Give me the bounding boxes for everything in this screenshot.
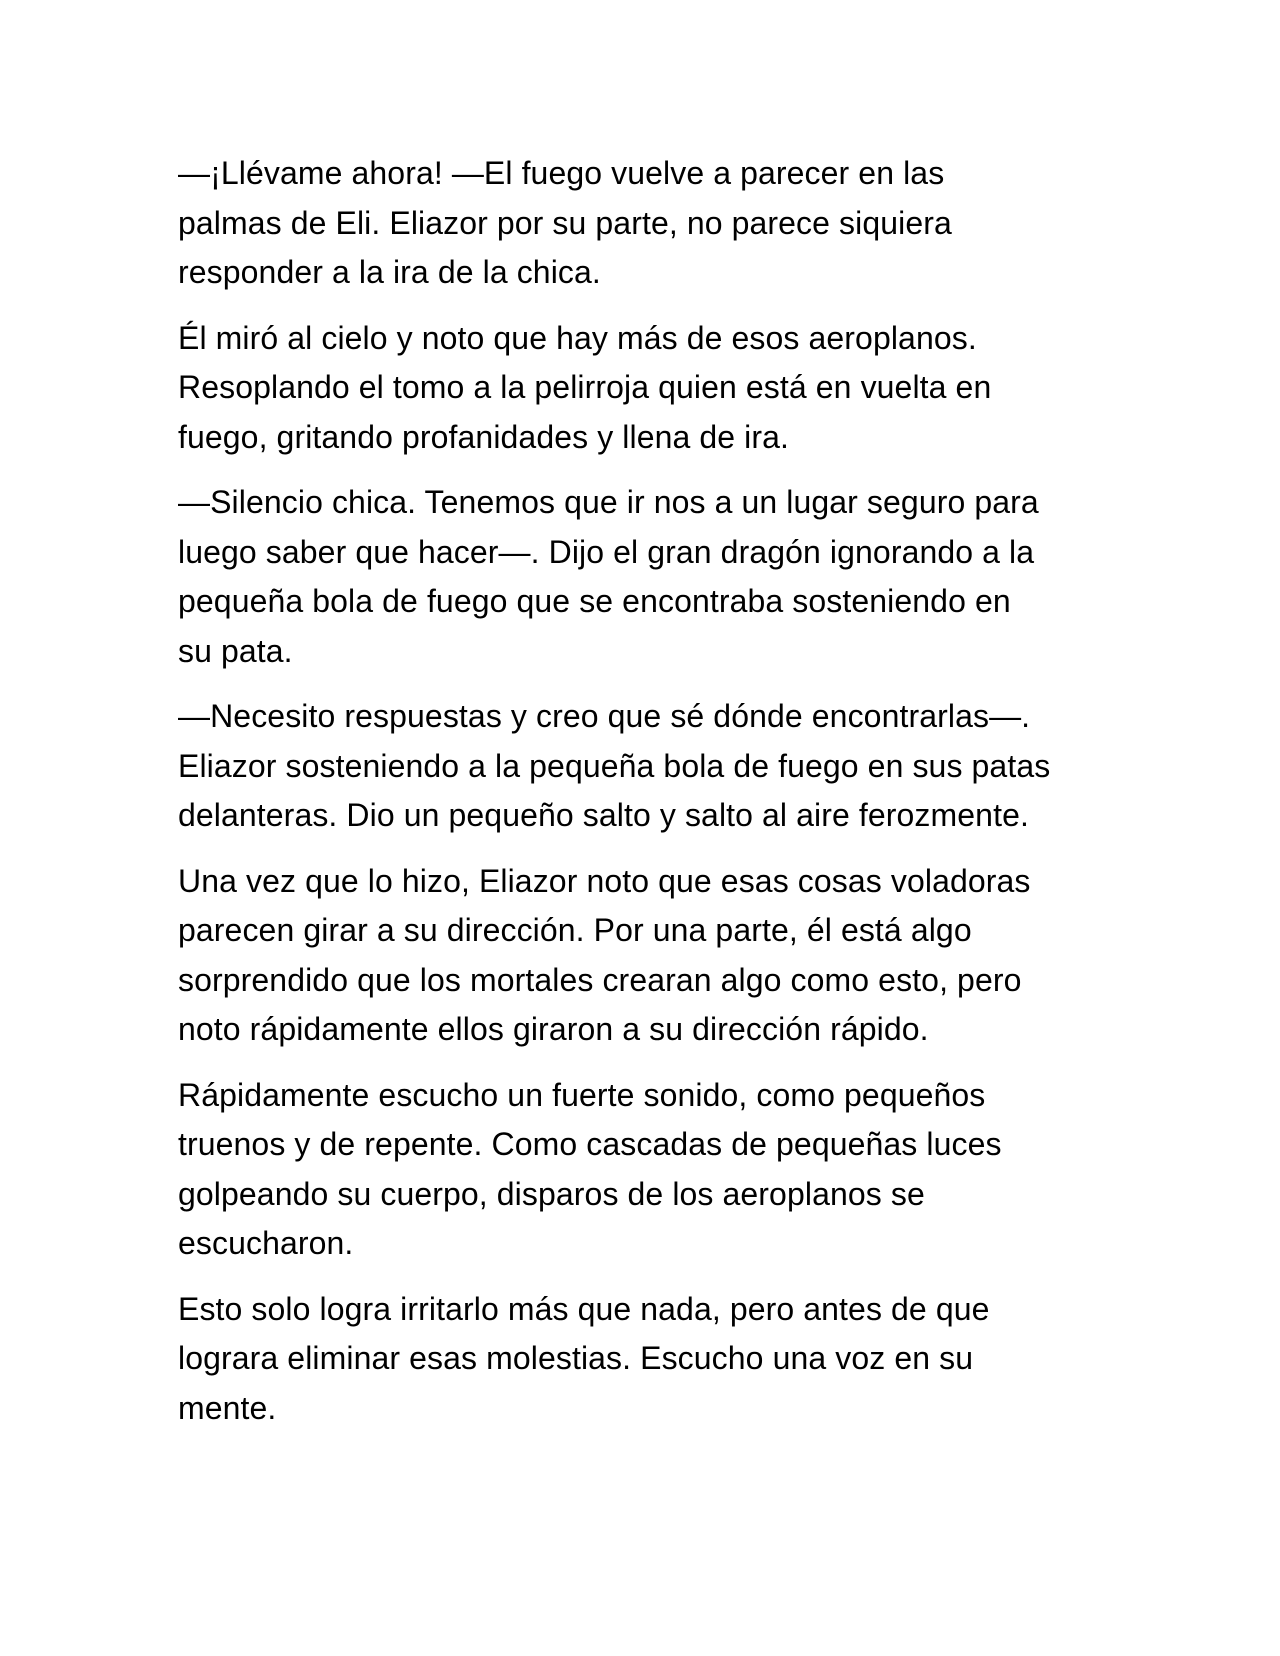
paragraph-line: Resoplando el tomo a la pelirroja quien está en vuelta en [178, 369, 992, 405]
paragraph-1 [178, 149, 1108, 298]
paragraph-line: golpeando su cuerpo, disparos de los aeroplanos se [178, 1175, 925, 1212]
document-body [178, 149, 1108, 1449]
paragraph-line: delanteras. Dio un pequeño salto y salto al aire ferozmente. [178, 797, 1029, 833]
paragraph-line: su pata. [178, 632, 293, 669]
paragraph-line: —¡Llévame ahora! —El fuego vuelve a parecer en las [178, 155, 945, 191]
paragraph-line: luego saber que hacer—. Dijo el gran dragón ignorando a la [178, 533, 1035, 570]
paragraph-line: Rápidamente escucho un fuerte sonido, como pequeños [178, 1076, 986, 1113]
paragraph-line: Esto solo logra irritarlo más que nada, pero antes de que [178, 1290, 990, 1327]
paragraph-line: —Silencio chica. Tenemos que ir nos a un lugar seguro para [178, 484, 1039, 520]
paragraph-line: Eliazor sosteniendo a la pequeña bola de fuego en sus patas [178, 747, 1051, 784]
paragraph-line: mente. [178, 1389, 277, 1426]
paragraph-line: lograra eliminar esas molestias. Escucho una voz en su [178, 1340, 974, 1376]
paragraph-line: pequeña bola de fuego que se encontraba sosteniendo en [178, 583, 1011, 619]
paragraph-4 [178, 692, 1108, 841]
paragraph-line: fuego, gritando profanidades y llena de ira. [178, 418, 790, 455]
paragraph-line: parecen girar a su dirección. Por una parte, él está algo [178, 912, 972, 948]
paragraph-line: noto rápidamente ellos giraron a su dirección rápido. [178, 1011, 929, 1047]
paragraph-2 [178, 314, 1108, 463]
paragraph-line: Una vez que lo hizo, Eliazor noto que esas cosas voladoras [178, 862, 1031, 899]
paragraph-line: —Necesito respuestas y creo que sé dónde encontrarlas—. [178, 698, 1031, 734]
paragraph-line: palmas de Eli. Eliazor por su parte, no parece siquiera [178, 204, 952, 241]
paragraph-line: escucharon. [178, 1225, 354, 1261]
paragraph-line: sorprendido que los mortales crearan algo como esto, pero [178, 961, 1022, 998]
paragraph-7 [178, 1285, 1108, 1434]
paragraph-6 [178, 1071, 1108, 1269]
paragraph-line: truenos y de repente. Como cascadas de pequeñas luces [178, 1126, 1002, 1162]
paragraph-3 [178, 478, 1108, 676]
paragraph-line: responder a la ira de la chica. [178, 254, 601, 290]
paragraph-line: Él miró al cielo y noto que hay más de esos aeroplanos. [178, 319, 977, 356]
paragraph-5 [178, 857, 1108, 1055]
